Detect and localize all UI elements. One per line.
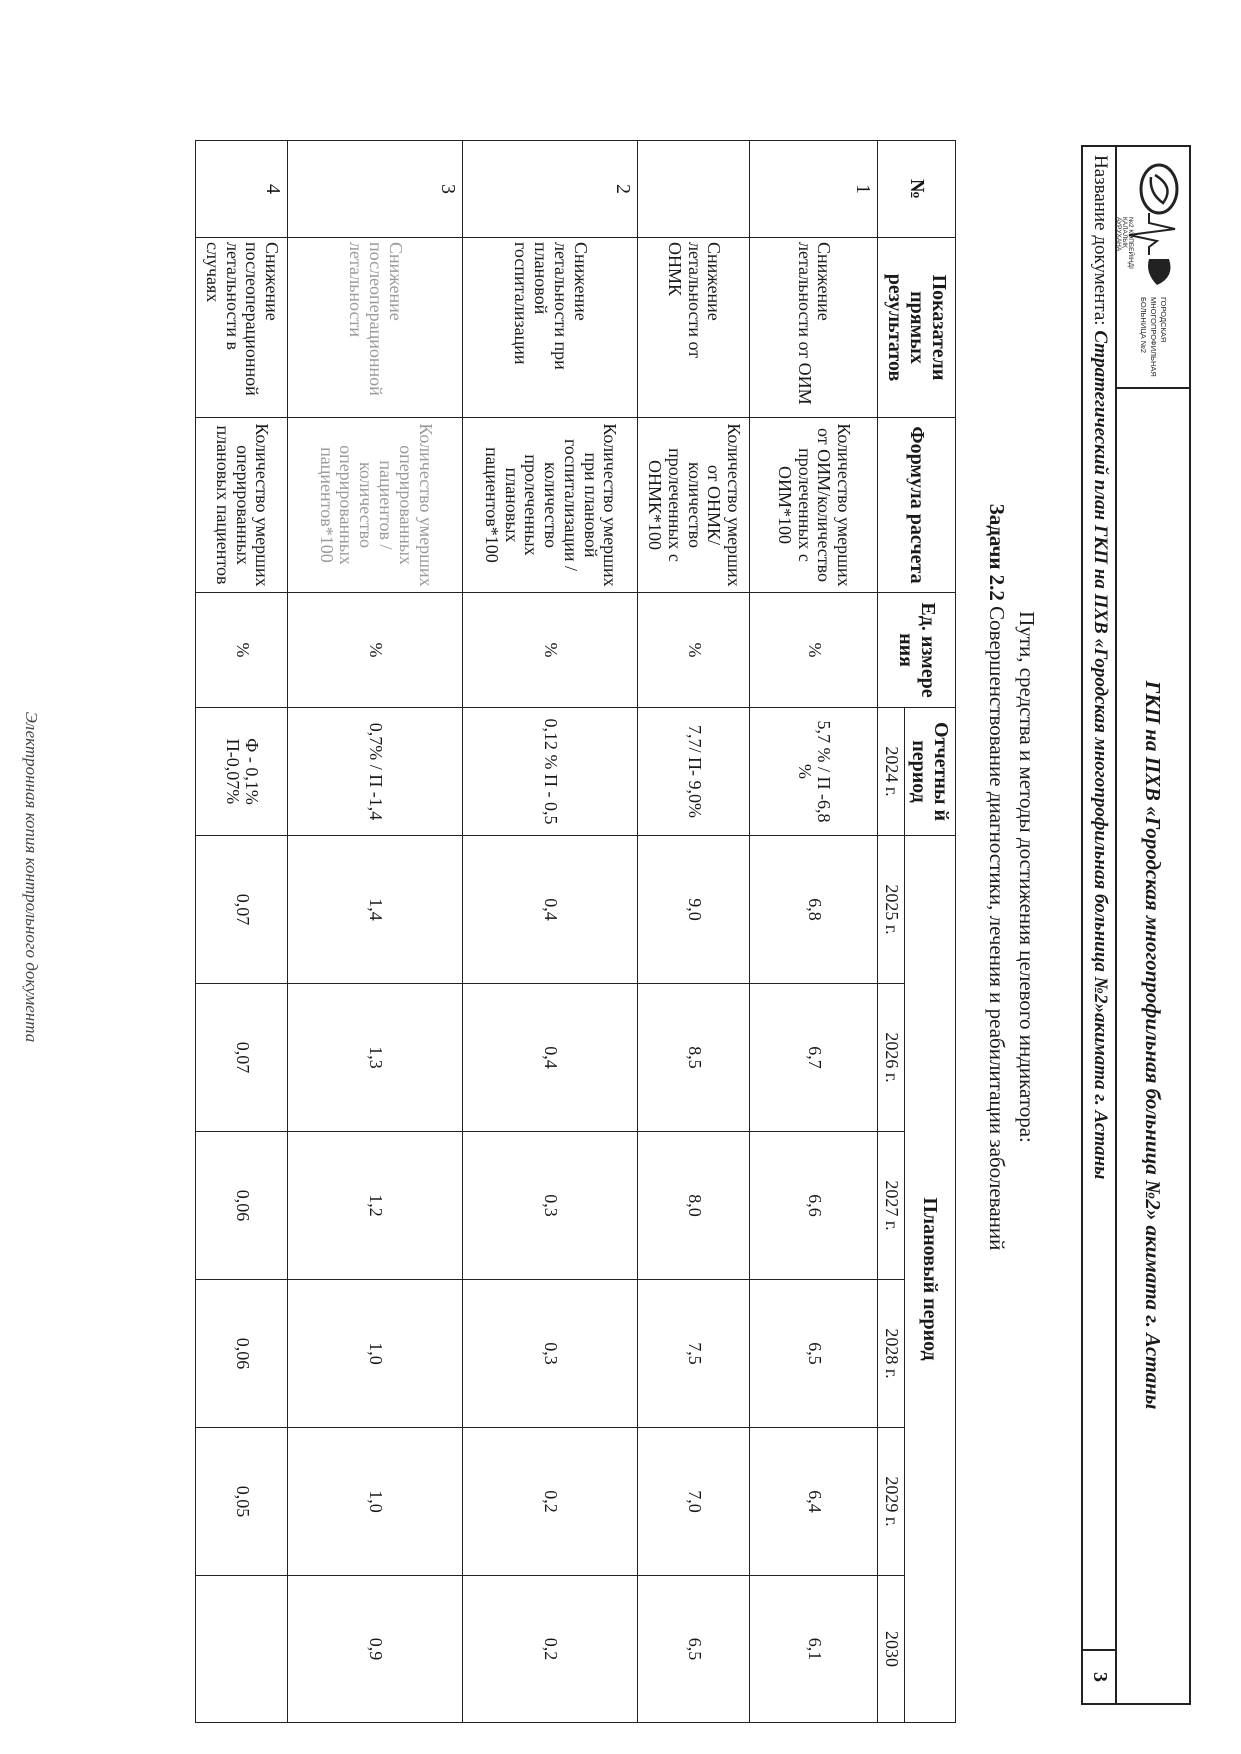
row-plan-2025: 1,4 <box>288 836 463 984</box>
row-plan-2030 <box>196 1576 288 1723</box>
year-2029: 2029 г. <box>878 1428 905 1576</box>
row-num: 3 <box>288 141 463 238</box>
row-plan-2027: 0,06 <box>196 1132 288 1280</box>
row-unit: % <box>750 593 878 708</box>
row-plan-2030: 0,2 <box>463 1576 638 1723</box>
row-unit: % <box>288 593 463 708</box>
organization-name: ГКП на ПХВ «Городская многопрофильная больница №2» акимата г. Астаны <box>1141 680 1166 1410</box>
row-plan-2028: 6,5 <box>750 1280 878 1428</box>
row-formula: Количество умерших оперированных плановых пациентов <box>196 418 288 593</box>
document-header <box>1081 145 1191 1705</box>
row-plan-2030: 0,9 <box>288 1576 463 1723</box>
row-report: Ф - 0,1% П-0,07% <box>196 708 288 836</box>
row-indicator: Снижение послеоперационной летальности <box>288 238 463 418</box>
row-formula: Количество умерших оперированных пациентов /количество оперированных пациентов*100 <box>288 418 463 593</box>
table-header-row <box>905 141 956 1723</box>
header-bottom-row <box>1083 147 1117 1703</box>
task-description: Совершенствование диагностики, лечения и реабилитации заболеваний <box>985 600 1009 1251</box>
task-number: Задачи 2.2 <box>985 503 1009 601</box>
row-plan-2029: 6,4 <box>750 1428 878 1576</box>
row-num: 1 <box>750 141 878 238</box>
row-plan-2028: 0,3 <box>463 1280 638 1428</box>
header-report: Отчетны й период <box>905 708 956 836</box>
row-formula: Количество умерших от ОНМК/количество пролеченных с ОНМК*100 <box>638 418 750 593</box>
row-indicator: Снижение летальности от ОИМ <box>750 238 878 418</box>
row-plan-2027: 6,6 <box>750 1132 878 1280</box>
hospital-logo-icon <box>1117 147 1189 387</box>
row-plan-2029: 7,0 <box>638 1428 750 1576</box>
row-formula: Количество умерших от ОИМ/количество пролеченных с ОИМ*100 <box>750 418 878 593</box>
table-row <box>288 141 463 1723</box>
header-formula: Формула расчета <box>878 418 956 593</box>
row-unit: % <box>463 593 638 708</box>
header-num: № <box>878 141 956 238</box>
row-plan-2028: 1,0 <box>288 1280 463 1428</box>
logo-text-ru2: МНОГОПРОФИЛЬНАЯ <box>1149 297 1158 377</box>
row-report: 7,7/ П- 9,0% <box>638 708 750 836</box>
document-name-value: Стратегический план ГКП на ПХВ «Городская многопрофильная больница №2»акимата г. Астаны <box>1090 330 1111 1180</box>
table-row <box>463 141 638 1723</box>
header-indicator: Показатели прямых результатов <box>878 238 956 418</box>
table-row <box>638 141 750 1723</box>
row-num: 4 <box>196 141 288 238</box>
row-indicator: Снижение летальности от ОНМК <box>638 238 750 418</box>
row-report: 0,7% / П -1,4 <box>288 708 463 836</box>
row-plan-2029: 0,2 <box>463 1428 638 1576</box>
row-unit: % <box>196 593 288 708</box>
row-plan-2029: 1,0 <box>288 1428 463 1576</box>
table-row <box>196 141 288 1723</box>
year-2030: 2030 <box>878 1576 905 1723</box>
year-2024: 2024 г. <box>878 708 905 836</box>
logo-text-kz3: АУРУХАНА <box>1115 217 1122 252</box>
year-2025: 2025 г. <box>878 836 905 984</box>
row-plan-2028: 0,06 <box>196 1280 288 1428</box>
row-plan-2028: 7,5 <box>638 1280 750 1428</box>
header-plan: Плановый период <box>905 836 956 1723</box>
section-title: Пути, средства и методы достижения целевого индикатора: <box>1015 611 1039 1143</box>
row-formula: Количество умерших при плановой госпитализации /количество пролеченных плановых пациентов*100 <box>463 418 638 593</box>
logo-text-kz2: ҚАЛАЛЫҚ <box>1121 217 1128 248</box>
logo-text-ru1: ГОРОДСКАЯ <box>1159 297 1168 343</box>
row-plan-2025: 0,07 <box>196 836 288 984</box>
year-2026: 2026 г. <box>878 984 905 1132</box>
row-indicator: Снижение летальности при плановой госпитализации <box>463 238 638 418</box>
row-plan-2026: 8,5 <box>638 984 750 1132</box>
row-plan-2030: 6,5 <box>638 1576 750 1723</box>
logo-text-ru3: БОЛЬНИЦА №2 <box>1139 297 1148 354</box>
row-plan-2026: 0,07 <box>196 984 288 1132</box>
row-plan-2030: 6,1 <box>750 1576 878 1723</box>
row-plan-2027: 1,2 <box>288 1132 463 1280</box>
row-unit: % <box>638 593 750 708</box>
row-plan-2026: 6,7 <box>750 984 878 1132</box>
row-num: 2 <box>463 141 638 238</box>
header-unit: Ед. измере ния <box>878 593 956 708</box>
indicators-table <box>195 140 956 1723</box>
row-plan-2029: 0,05 <box>196 1428 288 1576</box>
header-top-row <box>1115 147 1189 1703</box>
row-report: 5,7 % / П -6,8 % <box>750 708 878 836</box>
row-report: 0,12 % П - 0,5 <box>463 708 638 836</box>
year-2028: 2028 г. <box>878 1280 905 1428</box>
row-plan-2025: 0,4 <box>463 836 638 984</box>
row-plan-2027: 8,0 <box>638 1132 750 1280</box>
document-name-label: Название документа: <box>1090 155 1111 326</box>
task-title <box>984 0 1009 1754</box>
page-number: 3 <box>1083 1649 1117 1703</box>
document-name <box>1089 155 1111 1623</box>
row-plan-2026: 1,3 <box>288 984 463 1132</box>
row-num <box>638 141 750 238</box>
row-plan-2025: 6,8 <box>750 836 878 984</box>
logo-text-kz1: №2 КӨПБЕЙІНДІ <box>1127 217 1134 269</box>
footer-note: Электронная копия контрольного документа <box>22 711 41 1043</box>
row-plan-2025: 9,0 <box>638 836 750 984</box>
row-indicator: Снижение послеоперационной летальности в случаях <box>196 238 288 418</box>
year-2027: 2027 г. <box>878 1132 905 1280</box>
row-plan-2026: 0,4 <box>463 984 638 1132</box>
table-row <box>750 141 878 1723</box>
hospital-logo <box>1117 147 1189 389</box>
row-plan-2027: 0,3 <box>463 1132 638 1280</box>
